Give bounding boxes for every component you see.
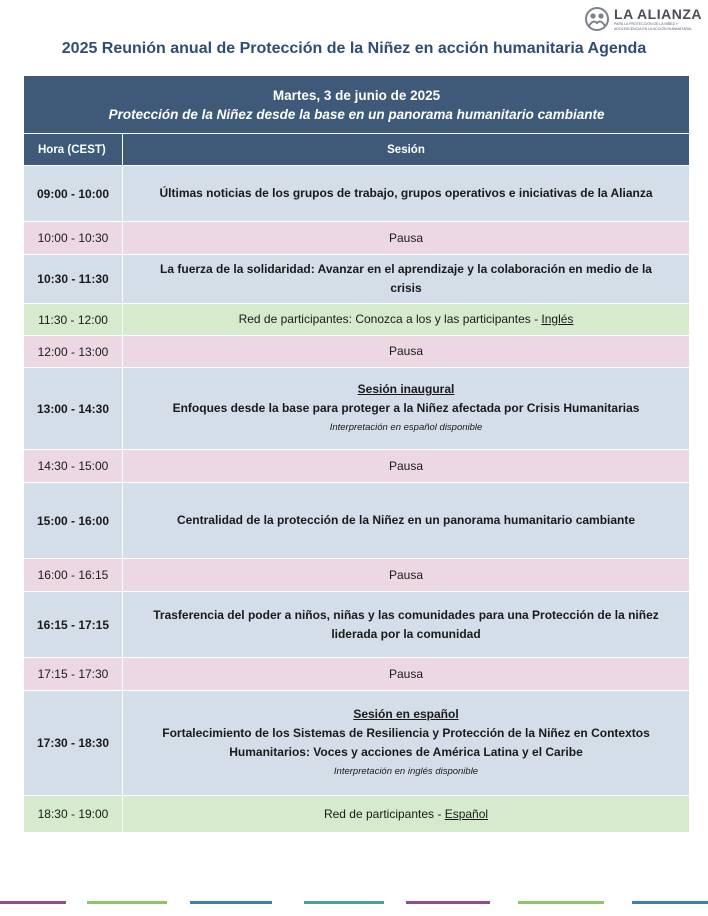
session-label: Sesión en español: [353, 707, 459, 721]
alliance-logo-icon: [584, 6, 610, 32]
session-title: Centralidad de la protección de la Niñez en un panorama humanitario cambiante: [176, 513, 636, 527]
agenda-row: [24, 691, 690, 796]
row-time: 16:00 - 16:15: [24, 559, 123, 592]
session-title: La fuerza de la solidaridad: Avanzar en el aprendizaje y la colaboración en medio de la crisis: [160, 262, 652, 295]
session-title: Fortalecimiento de los Sistemas de Resiliencia y Protección de la Niñez en Contextos Humanitarios: Voces y acciones de América Latina y el Caribe: [162, 726, 650, 759]
session-title: Últimas noticias de los grupos de trabajo, grupos operativos e iniciativas de la Alianza: [159, 186, 653, 200]
logo-title: LA ALIANZA: [614, 6, 702, 23]
interpretation-note: Interpretación en español disponible: [329, 422, 483, 433]
footer-divider: [406, 901, 490, 904]
agenda-header: [24, 76, 690, 134]
row-time: 10:00 - 10:30: [24, 222, 123, 255]
agenda-row: [24, 450, 690, 483]
column-header-session: Sesión: [123, 134, 690, 166]
alliance-logo: [584, 6, 702, 32]
agenda-row: [24, 255, 690, 304]
row-time: 13:00 - 14:30: [24, 368, 123, 450]
column-headers: [24, 134, 690, 166]
agenda-row: [24, 796, 690, 833]
agenda-row: [24, 483, 690, 559]
footer-divider: [0, 901, 66, 904]
footer-divider: [87, 901, 167, 904]
row-time: 15:00 - 16:00: [24, 483, 123, 559]
agenda-row: [24, 166, 690, 222]
row-time: 10:30 - 11:30: [24, 255, 123, 304]
row-time: 12:00 - 13:00: [24, 336, 123, 368]
break-label: Pausa: [388, 230, 424, 245]
agenda-row: [24, 658, 690, 691]
row-time: 11:30 - 12:00: [24, 304, 123, 336]
break-label: Pausa: [388, 344, 424, 358]
agenda-date: Martes, 3 de junio de 2025: [272, 87, 441, 103]
session-title: Trasferencia del poder a niños, niñas y las comunidades para una Protección de la niñez liderada por la comunidad: [153, 607, 659, 641]
language-link-english[interactable]: Inglés: [541, 312, 574, 326]
agenda-row: [24, 222, 690, 255]
break-label: Pausa: [388, 458, 424, 473]
networking-label: Red de participantes -: [323, 806, 445, 821]
row-time: 14:30 - 15:00: [24, 450, 123, 483]
row-time: 16:15 - 17:15: [24, 592, 123, 658]
logo-subtitle: PARA LA PROTECCIÓN DE LA NIÑEZ Y ADOLESCENCIA EN LA ACCIÓN HUMANITARIA: [614, 22, 692, 31]
footer-divider: [304, 901, 384, 904]
row-time: 17:30 - 18:30: [24, 691, 123, 796]
agenda-row: [24, 559, 690, 592]
interpretation-note: Interpretación en inglés disponible: [333, 766, 479, 777]
footer-divider: [190, 901, 272, 904]
break-label: Pausa: [388, 666, 424, 681]
break-label: Pausa: [388, 567, 424, 582]
agenda-table: [23, 75, 690, 833]
row-time: 18:30 - 19:00: [24, 796, 123, 833]
networking-label: Red de participantes: Conozca a los y las participantes -: [238, 312, 542, 326]
agenda-row: [24, 592, 690, 658]
footer-divider: [518, 901, 604, 904]
agenda-row: [24, 368, 690, 450]
footer-divider: [632, 901, 708, 904]
agenda-row: [24, 336, 690, 368]
language-link-spanish[interactable]: Español: [444, 806, 489, 821]
agenda-row: [24, 304, 690, 336]
column-header-time: Hora (CEST): [24, 134, 123, 166]
row-time: 17:15 - 17:30: [24, 658, 123, 691]
document-title: 2025 Reunión anual de Protección de la Niñez en acción humanitaria Agenda: [61, 40, 647, 57]
session-title: Enfoques desde la base para proteger a la Niñez afectada por Crisis Humanitarias: [172, 401, 640, 415]
row-time: 09:00 - 10:00: [24, 166, 123, 222]
session-label: Sesión inaugural: [357, 382, 455, 396]
agenda-theme: Protección de la Niñez desde la base en un panorama humanitario cambiante: [108, 106, 605, 122]
